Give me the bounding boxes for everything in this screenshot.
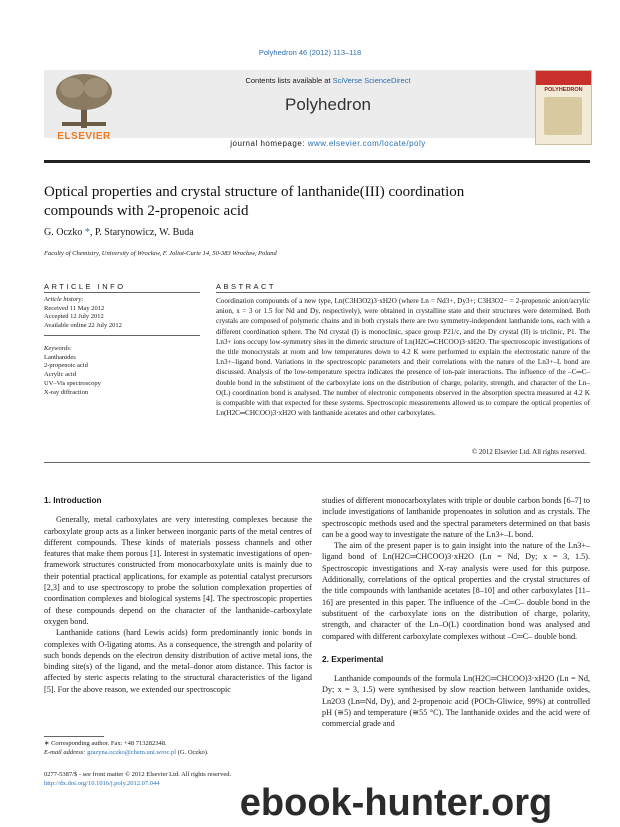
left-column: [44, 495, 312, 695]
keyword-item: 2-propenoic acid: [44, 362, 88, 370]
authors-rest: , P. Starynowicz, W. Buda: [89, 227, 194, 238]
email-suffix: (G. Oczko).: [176, 748, 209, 756]
author-list: [44, 227, 194, 238]
corresponding-author-note: [44, 740, 312, 749]
email-line: [44, 749, 312, 758]
experimental-paragraph-1: Lanthanide compounds of the formula Ln(H2C═CHCOO)3·xH2O (Ln = Nd, Dy; x = 3, 1.5) were synthesised by slow reaction between lanthanide oxides, Ln2O3 (Ln═Nd, Dy), and 2-propenoic acid (POCh-Gliwice, 99%) at controlled pH (≅5) and temperature (≅55 °C). The lanthanide oxides and the acid were of commercial grade and: [322, 674, 590, 729]
article-history: [44, 296, 204, 331]
keyword-item: UV–Vis spectroscopy: [44, 379, 101, 387]
abstract-bottom-rule: [44, 462, 590, 463]
footnote-rule: [44, 736, 104, 737]
watermark: [172, 779, 620, 827]
cover-band: [536, 71, 591, 85]
journal-cover-thumbnail: [535, 70, 592, 145]
journal-reference[interactable]: Polyhedron 46 (2012) 113–118: [258, 48, 362, 57]
doi-link[interactable]: http://dx.doi.org/10.1016/j.poly.2012.07.044: [44, 780, 160, 787]
watermark-text: ebook-hunter.org: [239, 782, 553, 824]
abstract-copyright: © 2012 Elsevier Ltd. All rights reserved.: [471, 448, 586, 456]
keywords-label: Keywords:: [44, 345, 72, 352]
keyword-item: Lanthanides: [44, 353, 76, 361]
introduction-heading: 1. Introduction: [44, 495, 102, 505]
footnote: [44, 740, 312, 757]
keyword-item: X-ray diffraction: [44, 388, 89, 396]
homepage-prefix: journal homepage:: [230, 139, 308, 148]
abstract-text: Coordination compounds of a new type, Ln(C3H3O2)3·xH2O (where Ln = Nd3+, Dy3+; C3H3O2− = 2-propenoic anion/acrylic anion, x = 3 or 1.5 for Nd and Dy, respectively), were obtained in crystalline state and their structures were determined. Both crystals are composed of polymeric chains and in both crystals there are two symmetry-independent lanthanide ions, each with a different coordination sphere. The Nd crystal (I) is monoclinic, space group P21/c, and the Dy crystal (II) is triclinic, P1. The Ln3+ ions occupy low-symmetry sites in the dimeric structure of Ln(H2C═CHCOO)3·xH2O. The spectroscopic investigations of the title monocrystals at room and low temperatures down to 4.2 K were performed to explain the electrostatic nature of the Ln3+–ligand bond. Variations in the spectroscopic parameters and their correlations with the nature of the Ln3+–L bond are discussed. Analysis of the low-temperature spectra indicates the presence of ion-pair interactions. The influence of the –C═C– double bond in the substituent of the carboxylate ions on the distribution of charge, polarity, strength, and character of the Ln–O(L) coordination bond is analysed. The number of electronic components observed in the absorption spectra measured at 4.2 K is compatible with that expected for these systems. Spectroscopic measurements allowed us to compare the optical properties of Ln(H2C═CHCOO)3·xH2O with lanthanide acetates and other carboxylates.: [216, 297, 590, 418]
history-rule: [44, 335, 200, 336]
corresponding-author-mark[interactable]: *: [84, 227, 90, 238]
abstract-rule: [216, 292, 590, 293]
keywords: [44, 345, 204, 397]
intro-paragraph-2: Lanthanide cations (hard Lewis acids) form predominantly ionic bonds in complexes with O-ligating atoms. As a consequence, the strength and polarity of such bonds depends on the electron density distribution of active metal ions, the binding site(s) of the ligand, and the metal–donor atom distance. This factor is affected by steric aspects relating to the structural characteristics of the ligand [5]. For the above reason, we extended our spectroscopic: [44, 628, 312, 694]
affiliation: Faculty of Chemistry, University of Wrocław, F. Joliot-Curie 14, 50-383 Wrocław, Poland: [44, 250, 277, 257]
author-email-link[interactable]: grazyna.oczko@chem.uni.wroc.pl: [87, 748, 177, 756]
experimental-heading: 2. Experimental: [322, 653, 384, 664]
abstract-heading: ABSTRACT: [216, 282, 277, 291]
article-info-rule: [44, 292, 200, 293]
email-label: E-mail address:: [44, 748, 88, 756]
right-column: [322, 495, 590, 730]
title-line-1: Optical properties and crystal structure of lanthanide(III) coordination: [44, 184, 465, 200]
intro-paragraph-3: studies of different monocarboxylates with triple or double carbon bonds [6–7] to include investigations of lanthanide propenoates in solution and as crystals. The spectroscopic methods used and the spectral parameters determined on that basis can be a good way to investigate the nature of the Ln3+–L bond.: [322, 496, 590, 539]
homepage-link[interactable]: www.elsevier.com/locate/poly: [307, 139, 426, 148]
elsevier-wordmark: ELSEVIER: [57, 131, 111, 142]
intro-paragraph-4: The aim of the present paper is to gain insight into the nature of the Ln3+–ligand bond of Ln(H2C═CHCOO)3·xH2O (Ln = Nd, Dy; x = 3, 1.5). Spectroscopic investigations and X-ray analysis were used for this purpose. Additionally, correlations of the optical properties and the crystal structures of the title compounds with lanthanide acetates [8–10] and other carboxylates [11–16] are presented in this paper. The influence of the –C═C– double bond in the substituent of the carboxylate ions on the distribution of charge, polarity, strength, and character of the Ln–O(L) coordination bond was analysed and compared with different carboxylate complexes without –C═C– double bond.: [322, 541, 590, 641]
footnote-mark: ∗: [44, 740, 50, 747]
header-rule: [44, 160, 590, 163]
received-date: Received 11 May 2012: [44, 304, 105, 312]
cover-image: [544, 97, 582, 135]
article-info-heading: ARTICLE INFO: [44, 282, 126, 291]
intro-paragraph-1: Generally, metal carboxylates are very interesting complexes because the carboxylate group acts as a linker between inorganic parts of the metal centres of different compounds. These kinds of materials possess channels and other features that make them porous [1]. Interest in systematic investigations of open-framework structures constructed from monocarboxylate units is mainly due to their potential practical applications, for example as potential catalyst precursors [2,3] and to use spectroscopy to probe the solution complexation properties of coordination complexes and biological systems [4]. The spectroscopic properties of these compounds depend on the character of the lanthanide–carboxylate oxygen bond.: [44, 515, 312, 626]
sciencedirect-link[interactable]: SciVerse ScienceDirect: [332, 76, 411, 85]
issn-line: 0277-5387/$ - see front matter © 2012 Elsevier Ltd. All rights reserved.: [44, 771, 232, 778]
article-title: [44, 183, 564, 221]
cover-title: POLYHEDRON: [544, 87, 583, 93]
history-label: Article history:: [44, 296, 84, 303]
journal-title: Polyhedron: [284, 95, 371, 114]
authors-first: G. Oczko: [44, 227, 85, 238]
title-line-2: compounds with 2-propenoic acid: [44, 203, 249, 219]
tree-logo-icon: [52, 72, 116, 130]
online-date: Available online 22 July 2012: [44, 322, 122, 330]
contents-availability: [124, 76, 532, 85]
keyword-item: Acrylic acid: [44, 371, 76, 379]
accepted-date: Accepted 12 July 2012: [44, 313, 104, 321]
contents-prefix: Contents lists available at: [245, 76, 333, 85]
footnote-text: Corresponding author. Fax: +48 713282348.: [49, 740, 167, 747]
journal-homepage: [124, 139, 532, 148]
